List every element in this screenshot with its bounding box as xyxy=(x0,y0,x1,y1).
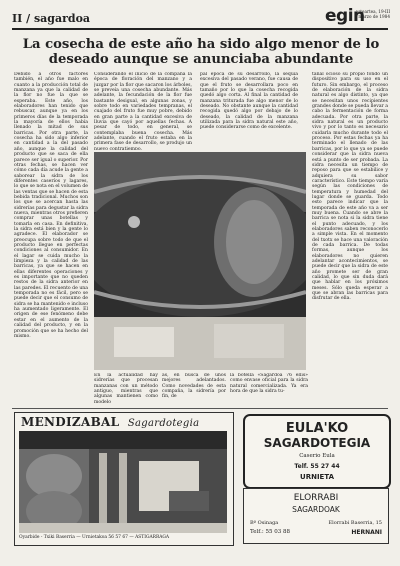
ad-elorrabi-name: ELORRABI xyxy=(293,493,339,503)
photo-caption-2: as, en busca de unos mejores adelantados. Como novedades de esta compaña, la sidrería por fin, de xyxy=(162,373,226,400)
ad-elorrabi-address-left: Bº Osinaga xyxy=(250,520,279,526)
ad-mendizabal-tagline: Sagardotegia xyxy=(127,418,200,429)
ad-eulako-subtitle: SAGARDOTEGIA xyxy=(263,436,371,450)
ad-eulako-phone-number: 55 27 44 xyxy=(310,463,340,470)
article-headline: La cosecha de este año ha sido algo menor de lo deseado aunque se anunciaba abundante xyxy=(22,37,380,67)
article-column-3: pal época de su desarrollo, la sequía excesiva del pasado verano, fue causa de que el fruto se desarrollara poco en tamaño por lo que la cosecha recogida quedó algo corta. Al final la cantidad de manzana triturada fue algo menor de lo deseado. No obstante aunque la cantidad recogida quedó algo por debajo de lo deseado, la calidad de la manzana utilizada para la sidra natural este año, puede considerarse como de excelente. xyxy=(200,72,298,131)
ad-mendizabal-heading xyxy=(21,415,199,429)
issue-date-line1: asteartea, 19-III xyxy=(355,9,390,14)
ad-eulako-phone-label: Telf. xyxy=(294,463,309,470)
ad-eulako xyxy=(243,414,391,489)
ad-elorrabi-town: HERNANI xyxy=(351,529,382,536)
issue-date xyxy=(352,9,390,19)
section-title: II / sagardoa xyxy=(12,12,91,25)
ad-elorrabi-subtitle: SAGARDOAK xyxy=(292,505,340,514)
ad-elorrabi-address-right: Elorrabi Baserria, 15 xyxy=(328,520,382,526)
photo-caption-1: En la actualidad hay sidrerías que procesan manzanas con un método antiguo, mientras que algunas mantienen como modelo xyxy=(94,373,158,405)
ad-elorrabi-phone: Telf.: 55 03 88 xyxy=(250,529,290,535)
header-rule xyxy=(12,28,388,30)
article-column-4: tanal ocioso su propio fondo un dispositivo para su uso en el futuro. Sin embargo, el proceso de elaboración de la sidra natural es algo distinto, ya que se necesitan unos recipientes grandes donde se pueda llevar a cabo la fermentación de forma adecuada. Por otra parte, la sidra natural es un producto vivo y por lo tanto es necesario cuidarla mucho durante todo el proceso. Por estas fechas ya ha terminado el llenado de las barricas, por lo que ya se puede considerar que la sidra nueva está a punto de ser probada. La sidra necesita un tiempo de reposo para que se estabilice y adquiera su sabor característico. Este tiempo varía según las condiciones de temperatura y humedad del lugar donde se guarda. Todo esto parece indicar que la temporada de este año va a ser muy buena. Cuando se abre la barrica se nota si la sidra tiene el punto adecuado, y los elaboradores saben reconocerlo a simple vista. En el momento del txotx se hace una valoración de cada barrica. De todas formas, aunque los elaboradores no quieren adelantar acontecimientos, se puede decir que la sidra de este año promete ser de gran calidad, lo que sin duda dará que hablar en los próximos meses. Sólo queda esperar a que se abran las barricas para disfrutar de ella. xyxy=(312,72,388,302)
issue-date-line2: marzo de 1984 xyxy=(358,14,390,20)
ad-elorrabi xyxy=(243,488,389,544)
article-column-2: Considerando el inicio de la compaña la época de floración del manzano y a juzgar por la flor que sacaron los árboles, se preveía una cosecha abundante. Más adelante, la fecundación de la flor fue bastante desigual, en algunas zonas, y sobre todo en variedades tempranas, el cuajado del fruto fue muy pobre, debido en gran parte a la cantidad excesiva de lluvia que cayó por aquellas fechas. A pesar de todo, en general, se contemplaba buena cosecha. Más adelante, cuando el fruto estaba en la primera fase de desarrollo, se produjo un nuevo contratiempo. xyxy=(94,72,192,150)
ad-eulako-town: URNIETA xyxy=(300,473,334,481)
ad-mendizabal-name: MENDIZABAL xyxy=(21,415,120,429)
photo-caption-3: la botella «Sagardoa 76 ellis» como envase oficial para la sidra natural comercializada. Ya era hora de que la sidra tu- xyxy=(230,373,308,395)
ad-eulako-phone xyxy=(245,463,389,470)
barrel-photo xyxy=(94,152,306,370)
sidreria-interior-photo xyxy=(19,431,227,533)
ad-eulako-name: EULA'KO xyxy=(285,421,349,436)
ads-divider xyxy=(12,408,388,409)
ad-mendizabal-footer: Oyarbide - Txiki Baserria — Urnietakoa 56 57 67 — ASTIGARRAGA xyxy=(19,535,170,540)
ad-mendizabal xyxy=(14,412,234,546)
newspaper-logo: egin xyxy=(325,6,365,26)
article-column-1: Debido a otros factores también, el año fue malo en cuanto a la producción total de manzana ya que la calidad de la flor no fue la que se esperaba. Este año, los elaboradores han tenido que rebuscar, aunque ya en los primeros días de la temporada la mayoría de ellos había llenado la mitad de sus barricas. Por otra parte, la cosecha ha sido algo inferior en cantidad a la del pasado año, aunque la calidad del producto que se saca de ella parece ser igual o superior. Por otras fechas, se hacen ver cómo cada día acude la gente a saborear la sidra de los diferentes caseríos y lagares, lo que se nota en el volumen de las ventas que se hacen de esta bebida tradicional. Muchos son los que se acercan hasta las sidrerías para degustar la sidra nueva, mientras otros prefieren comprar unas botellas y tomarla en casa. En definitiva, la sidra está bien y la gente lo agradece. El elaborador se preocupa sobre todo de que el producto llegue en perfectas condiciones al consumidor. En el lagar se cuida mucho la limpieza y la calidad de las barricas, ya que se hacen en ellas diferentes operaciones y es importante que no queden restos de la sidra anterior en las paredes. El recuento de una temporada no es fácil, pero se puede decir que el consumo de sidra se ha mantenido e incluso ha aumentado ligeramente. El origen de ese fenómeno debe estar en el aumento de la calidad del producto, y en la promoción que se ha hecho del mismo. xyxy=(14,72,88,339)
ad-eulako-caserio: Caserio Eula xyxy=(299,453,335,459)
